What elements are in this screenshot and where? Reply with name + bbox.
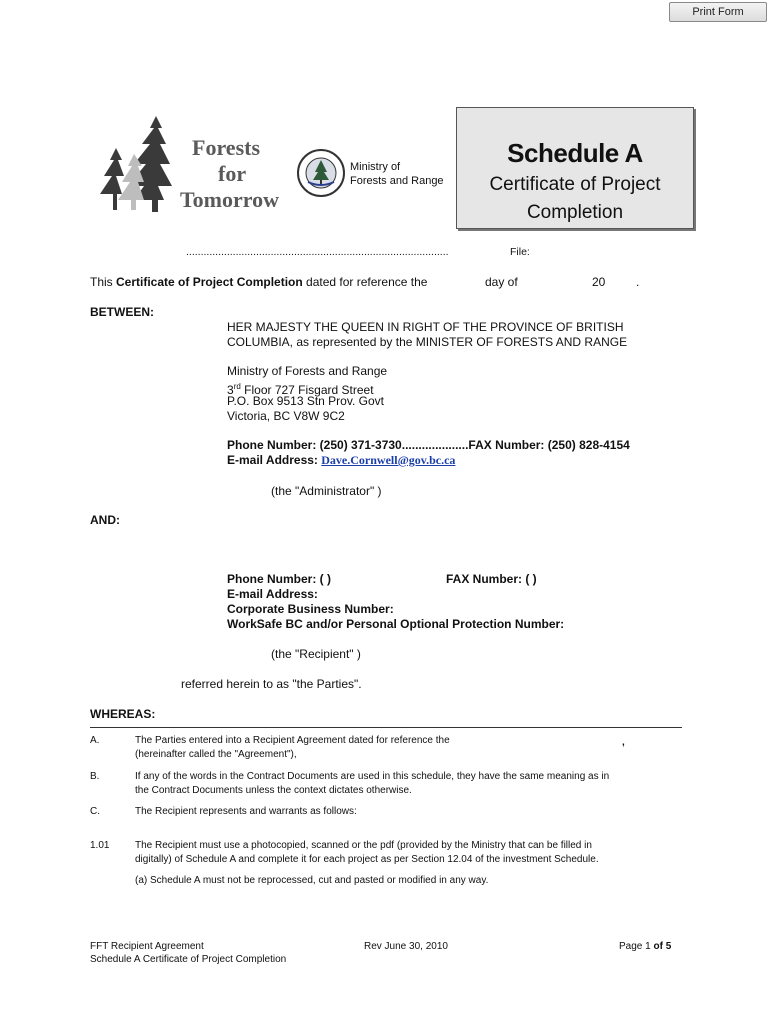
whereas-b-line2: the Contract Documents unless the context dictates otherwise.: [135, 785, 412, 796]
schedule-title-box: [456, 107, 694, 229]
clause-101-text: The Recipient must use a photocopied, scanned or the pdf (provided by the Ministry that can be filled in: [135, 840, 592, 851]
tree-logo-icon: [94, 114, 194, 214]
file-label: File:: [510, 246, 530, 258]
intro-sentence: This Certificate of Project Completion dated for reference the: [90, 275, 428, 289]
recipient-alias: (the "Recipient" ): [271, 647, 361, 661]
file-dots: ..........................................................................................: [186, 246, 449, 258]
ministry-line-1: Ministry of: [350, 161, 401, 173]
schedule-subtitle-1: Certificate of Project: [489, 174, 661, 195]
footer-revision: Rev June 30, 2010: [364, 941, 448, 952]
clause-101-key: 1.01: [90, 840, 110, 851]
whereas-heading: WHEREAS:: [90, 707, 156, 721]
party-1-name: HER MAJESTY THE QUEEN IN RIGHT OF THE PROVINCE OF BRITISH COLUMBIA, as represented by the MINISTER OF FORESTS AND RANGE: [227, 320, 628, 349]
whereas-a-text: The Parties entered into a Recipient Agreement dated for reference the: [135, 735, 450, 746]
between-heading: BETWEEN:: [90, 305, 154, 319]
whereas-b-text: If any of the words in the Contract Documents are used in this schedule, they have the same meaning as in: [135, 771, 610, 782]
admin-phone-fax: Phone Number: (250) 371-3730....................FAX Number: (250) 828-4154: [227, 438, 630, 452]
logo-line-tomorrow: Tomorrow: [180, 187, 279, 212]
whereas-rule: [90, 727, 682, 728]
worksafe-label: WorkSafe BC and/or Personal Optional Protection Number:: [227, 617, 565, 631]
intro-day-of: day of: [485, 275, 518, 289]
whereas-c-key: C.: [90, 806, 100, 817]
logo-line-for: for: [218, 161, 247, 186]
intro-period: .: [636, 275, 640, 289]
print-form-button[interactable]: Print Form: [669, 2, 767, 22]
whereas-a-line2: (hereinafter called the "Agreement"),: [135, 749, 297, 760]
whereas-b-key: B.: [90, 771, 100, 782]
recipient-email-label: E-mail Address:: [227, 587, 318, 601]
whereas-a-key: A.: [90, 735, 100, 746]
admin-email-link[interactable]: Dave.Cornwell@gov.bc.ca: [321, 453, 456, 467]
address-line-3: P.O. Box 9513 Stn Prov. Govt: [227, 394, 384, 408]
recipient-phone-label: Phone Number: ( ): [227, 572, 331, 586]
whereas-c-text: The Recipient represents and warrants as follows:: [135, 806, 357, 817]
schedule-title: Schedule A: [507, 138, 643, 168]
ministry-line-2: Forests and Range: [350, 175, 444, 187]
address-line-4: Victoria, BC V8W 9C2: [227, 409, 345, 423]
schedule-subtitle-2: Completion: [526, 202, 624, 223]
address-line-2: 3rd Floor 727 Fisgard Street: [227, 382, 374, 397]
corporate-number-label: Corporate Business Number:: [227, 602, 394, 616]
parties-alias: referred herein to as "the Parties".: [181, 677, 362, 691]
address-line-1: Ministry of Forests and Range: [227, 364, 388, 378]
and-heading: AND:: [90, 513, 120, 527]
bc-forest-service-seal-icon: [296, 148, 346, 198]
recipient-fax-label: FAX Number: ( ): [446, 572, 537, 586]
logo-line-forests: Forests: [192, 135, 261, 160]
admin-email-row: [227, 453, 455, 468]
intro-year: 20: [592, 275, 606, 289]
administrator-alias: (the "Administrator" ): [271, 484, 382, 498]
footer-left-line-1: FFT Recipient Agreement: [90, 941, 204, 952]
clause-101-sub-a: (a) Schedule A must not be reprocessed, cut and pasted or modified in any way.: [135, 875, 489, 886]
admin-email-label: E-mail Address:: [227, 453, 318, 467]
footer-page-number: Page 1 of 5: [619, 941, 672, 952]
clause-101-line2: digitally) of Schedule A and complete it for each project as per Section 12.04 of the investment Schedule.: [135, 854, 599, 865]
footer-left-line-2: Schedule A Certificate of Project Completion: [90, 954, 287, 965]
whereas-a-comma: ,: [622, 737, 625, 748]
